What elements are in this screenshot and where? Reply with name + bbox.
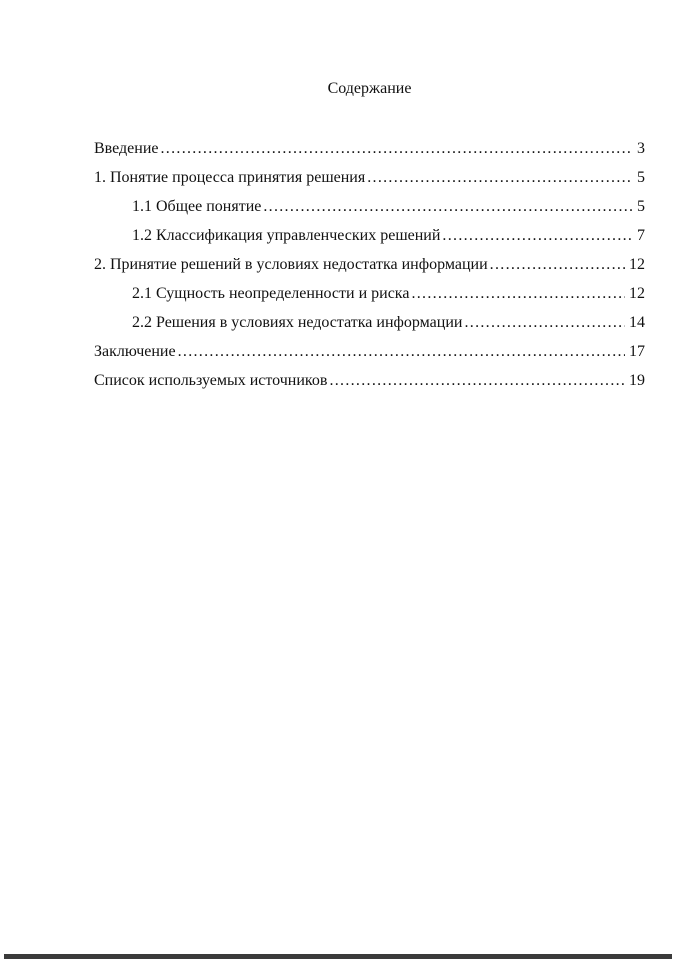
toc-page-number: 12 xyxy=(629,285,645,302)
toc-dot-leader xyxy=(442,221,633,250)
toc-row xyxy=(94,192,645,221)
toc-row xyxy=(94,279,645,308)
toc-page-number: 14 xyxy=(629,314,645,331)
table-of-contents xyxy=(94,134,645,395)
toc-dot-leader xyxy=(411,279,625,308)
toc-row xyxy=(94,134,645,163)
toc-entry-label: 1.1 Общее понятие xyxy=(132,198,262,215)
toc-row xyxy=(94,308,645,337)
toc-page-number: 3 xyxy=(637,140,645,157)
toc-row xyxy=(94,163,645,192)
toc-entry-label: 2.2 Решения в условиях недостатка информации xyxy=(132,314,463,331)
toc-entry-label: 2. Принятие решений в условиях недостатка информации xyxy=(94,256,488,273)
toc-row xyxy=(94,221,645,250)
toc-entry-label: Введение xyxy=(94,140,159,157)
toc-page-number: 5 xyxy=(637,169,645,186)
toc-dot-leader xyxy=(329,366,625,395)
toc-page-number: 19 xyxy=(629,372,645,389)
toc-entry-label: Список используемых источников xyxy=(94,372,328,389)
toc-entry-label: 1. Понятие процесса принятия решения xyxy=(94,169,366,186)
toc-dot-leader xyxy=(490,250,625,279)
page-title: Содержание xyxy=(327,80,412,97)
toc-entry-label: Заключение xyxy=(94,343,176,360)
toc-entry-label: 1.2 Классификация управленческих решений xyxy=(132,227,441,244)
toc-dot-leader xyxy=(263,192,633,221)
toc-dot-leader xyxy=(367,163,633,192)
toc-row xyxy=(94,366,645,395)
toc-page-number: 7 xyxy=(637,227,645,244)
toc-entry-label: 2.1 Сущность неопределенности и риска xyxy=(132,285,410,302)
toc-dot-leader xyxy=(161,134,634,163)
toc-page-number: 5 xyxy=(637,198,645,215)
toc-row xyxy=(94,250,645,279)
page-bottom-edge xyxy=(4,954,672,959)
toc-row xyxy=(94,337,645,366)
toc-dot-leader xyxy=(464,308,625,337)
toc-page-number: 12 xyxy=(629,256,645,273)
toc-dot-leader xyxy=(178,337,625,366)
toc-page-number: 17 xyxy=(629,343,645,360)
